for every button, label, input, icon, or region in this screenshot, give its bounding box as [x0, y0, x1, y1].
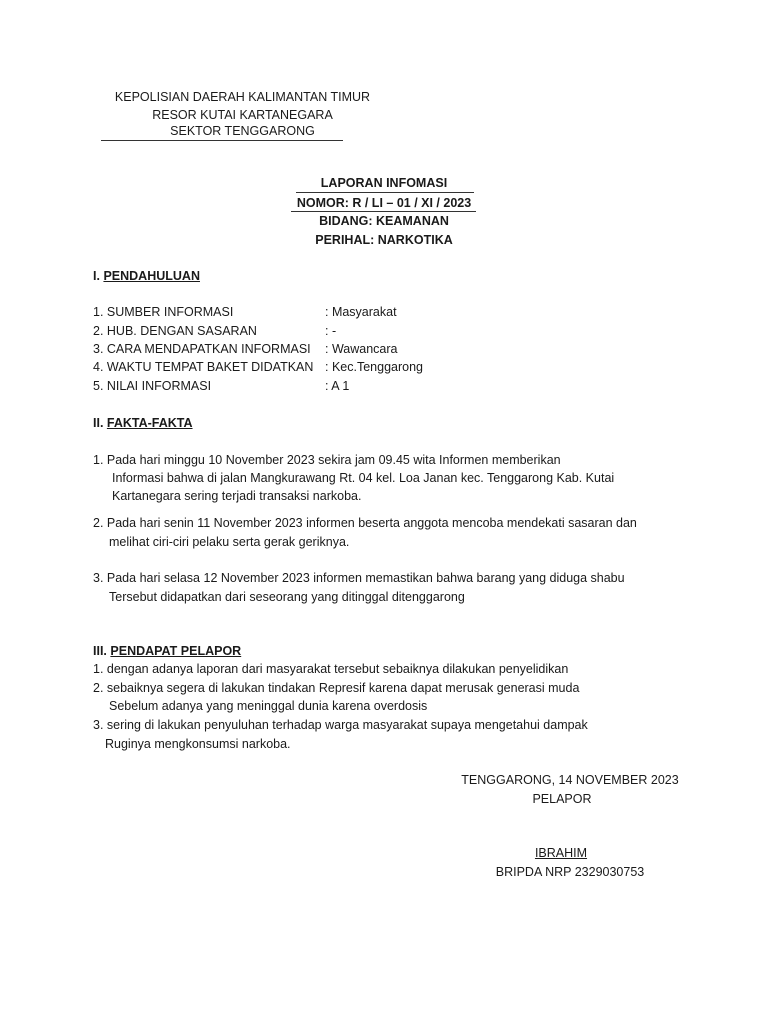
fact-2-line-1: 2. Pada hari senin 11 November 2023 informen beserta anggota mencoba mendekati sasaran dan: [93, 516, 637, 530]
opinion-line-2: 2. sebaiknya segera di lakukan tindakan Represif karena dapat merusak generasi muda: [93, 681, 580, 695]
header-line-2: RESOR KUTAI KARTANEGARA: [152, 108, 333, 122]
info-value: : Kec.Tenggarong: [325, 360, 423, 374]
report-subject: PERIHAL: NARKOTIKA: [315, 233, 453, 247]
info-row: [93, 358, 423, 376]
section-3-heading: [93, 642, 241, 660]
info-label: 5. NILAI INFORMASI: [93, 379, 212, 393]
fact-1-line-1: 1. Pada hari minggu 10 November 2023 sekira jam 09.45 wita Informen memberikan: [93, 453, 561, 467]
report-title: LAPORAN INFOMASI: [320, 176, 448, 190]
section-1-heading: [93, 267, 200, 285]
info-label: 4. WAKTU TEMPAT BAKET DIDATKAN: [93, 360, 314, 374]
signature-rank-nrp: BRIPDA NRP 2329030753: [495, 865, 645, 879]
signature-place-date: TENGGARONG, 14 NOVEMBER 2023: [461, 773, 679, 787]
signature-name: IBRAHIM: [534, 846, 588, 860]
info-row: [93, 303, 397, 321]
signature-role: PELAPOR: [532, 792, 592, 806]
info-value: : Masyarakat: [325, 305, 397, 319]
section-2-number: II.: [93, 416, 104, 430]
report-field: BIDANG: KEAMANAN: [319, 214, 449, 228]
opinion-line-3: Sebelum adanya yang meninggal dunia karena overdosis: [109, 699, 428, 713]
info-value: : A 1: [325, 379, 350, 393]
info-label: 1. SUMBER INFORMASI: [93, 305, 234, 319]
section-2-heading: [93, 414, 193, 432]
report-number: NOMOR: R / LI – 01 / XI / 2023: [296, 196, 472, 210]
section-1-number: I.: [93, 269, 100, 283]
info-row: [93, 322, 336, 340]
opinion-line-1: 1. dengan adanya laporan dari masyarakat tersebut sebaiknya dilakukan penyelidikan: [93, 662, 569, 676]
info-value: : Wawancara: [325, 342, 398, 356]
fact-1-line-2: Informasi bahwa di jalan Mangkurawang Rt. 04 kel. Loa Janan kec. Tenggarong Kab. Kutai: [112, 471, 615, 485]
header-underline: [101, 140, 343, 141]
info-row: [93, 340, 397, 358]
section-2-title: FAKTA-FAKTA: [106, 416, 193, 430]
fact-3-line-2: Tersebut didapatkan dari seseorang yang ditinggal ditenggarong: [109, 590, 465, 604]
section-1-title: PENDAHULUAN: [103, 269, 200, 283]
header-line-1: KEPOLISIAN DAERAH KALIMANTAN TIMUR: [114, 90, 371, 104]
opinion-line-4: 3. sering di lakukan penyuluhan terhadap warga masyarakat supaya mengetahui dampak: [93, 718, 588, 732]
info-row: [93, 377, 349, 395]
info-label: 2. HUB. DENGAN SASARAN: [93, 324, 257, 338]
fact-3-line-1: 3. Pada hari selasa 12 November 2023 informen memastikan bahwa barang yang diduga shabu: [93, 571, 625, 585]
section-3-title: PENDAPAT PELAPOR: [110, 644, 242, 658]
fact-1-line-3: Kartanegara sering terjadi transaksi narkoba.: [112, 489, 362, 503]
header-line-3: SEKTOR TENGGARONG: [170, 124, 315, 138]
opinion-line-5: Ruginya mengkonsumsi narkoba.: [105, 737, 291, 751]
title-line-top: [296, 192, 474, 193]
fact-2-line-2: melihat ciri-ciri pelaku serta gerak geriknya.: [109, 535, 350, 549]
info-value: : -: [325, 324, 337, 338]
info-label: 3. CARA MENDAPATKAN INFORMASI: [93, 342, 311, 356]
section-3-number: III.: [93, 644, 107, 658]
